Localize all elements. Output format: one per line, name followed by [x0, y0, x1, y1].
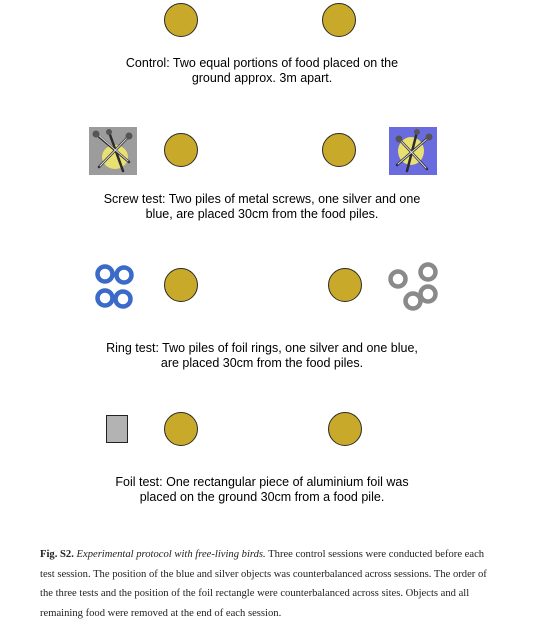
ring-test-label	[90, 341, 434, 371]
food-pile-left	[164, 412, 198, 446]
foil-test-label	[90, 475, 434, 505]
caption-figure-label: Fig. S2.	[40, 549, 74, 560]
screw-test-label-line2: blue, are placed 30cm from the food piles.	[145, 207, 379, 221]
ring-test-label-line2: are placed 30cm from the food piles.	[160, 356, 364, 370]
silver-rings-icon	[386, 262, 438, 314]
food-pile-left	[164, 3, 198, 37]
food-pile-right	[322, 3, 356, 37]
food-pile-right	[328, 268, 362, 302]
ring-test-label-line1: Ring test: Two piles of foil rings, one silver and one blue,	[106, 341, 418, 355]
food-pile-left	[164, 133, 198, 167]
food-pile-left	[164, 268, 198, 302]
blue-rings-icon	[93, 262, 143, 312]
foil-rectangle	[106, 415, 128, 443]
figure-caption	[40, 545, 500, 623]
foil-test-label-line2: placed on the ground 30cm from a food pile.	[139, 490, 385, 504]
food-pile-right	[328, 412, 362, 446]
screw-test-label-line1: Screw test: Two piles of metal screws, one silver and one	[103, 192, 421, 206]
caption-title: Experimental protocol with free-living birds.	[76, 549, 266, 560]
control-label-line1: Control: Two equal portions of food placed on the	[125, 56, 399, 70]
food-pile-right	[322, 133, 356, 167]
screw-test-label	[90, 192, 434, 222]
blue-screws-icon	[389, 127, 437, 175]
caption-body: Three control sessions were conducted before each test session. The position of the blue and silver objects was counterbalanced across sessions. The order of the three tests and the position of the foil rectangle were counterbalanced across sites. Objects and all remaining food were removed at the end of each session.	[40, 549, 487, 619]
silver-screws-icon	[89, 127, 137, 175]
control-label	[90, 56, 434, 86]
control-label-line2: ground approx. 3m apart.	[191, 71, 333, 85]
foil-test-label-line1: Foil test: One rectangular piece of aluminium foil was	[115, 475, 409, 489]
